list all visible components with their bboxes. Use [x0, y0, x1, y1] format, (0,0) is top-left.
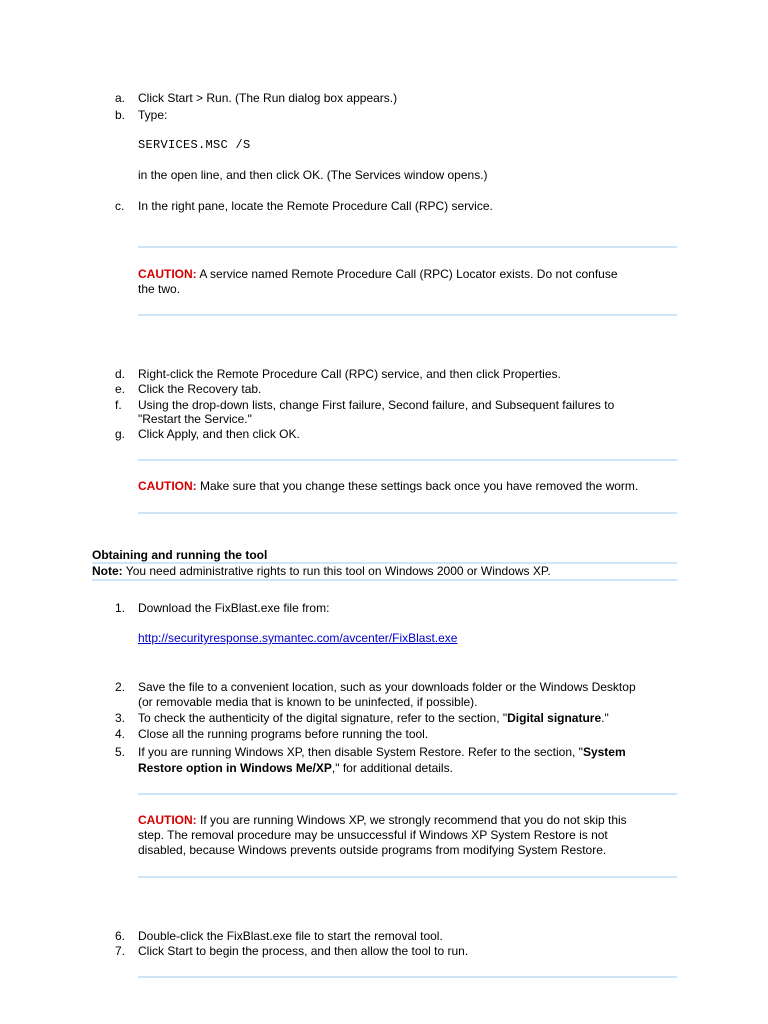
step-text: Type: [138, 108, 168, 122]
note-text: You need administrative rights to run this tool on Windows 2000 or Windows XP. [122, 564, 551, 578]
list-marker: g. [115, 427, 126, 441]
step-text: (or removable media that is known to be uninfected, if possible). [138, 695, 478, 709]
step-text: Click Start to begin the process, and then allow the tool to run. [138, 944, 469, 958]
list-marker: 7. [115, 944, 126, 958]
step-text-part: To check the authenticity of the digital signature, refer to the section, " [138, 711, 508, 725]
divider [138, 459, 677, 461]
caution-text: If you are running Windows XP, we strongly recommend that you do not skip this [196, 813, 627, 827]
list-marker: c. [115, 199, 125, 213]
section-reference: System [582, 745, 626, 759]
divider [138, 876, 677, 878]
step-text: Close all the running programs before running the tool. [138, 727, 429, 741]
caution-text: the two. [138, 282, 181, 296]
list-marker: d. [115, 367, 126, 381]
note [92, 564, 692, 579]
section-reference: Digital signature [507, 711, 602, 725]
step-text [138, 711, 683, 726]
divider [92, 579, 677, 581]
step-text: Click Start > Run. (The Run dialog box appears.) [138, 91, 398, 105]
caution-label: CAUTION: [138, 267, 197, 281]
caution-text: disabled, because Windows prevents outside programs from modifying System Restore. [138, 843, 607, 857]
step-text-part: ," for additional details. [331, 761, 453, 775]
note-label: Note: [92, 564, 123, 578]
list-marker: f. [115, 398, 122, 412]
step-text: "Restart the Service." [138, 412, 252, 426]
step-text [138, 745, 683, 760]
step-text: Save the file to a convenient location, such as your downloads folder or the Windows Desktop [138, 680, 636, 694]
divider [138, 246, 677, 248]
list-marker: 4. [115, 727, 126, 741]
step-text: Download the FixBlast.exe file from: [138, 601, 330, 615]
divider [138, 976, 677, 978]
caution-text: Make sure that you change these settings back once you have removed the worm. [196, 479, 639, 493]
list-marker: a. [115, 91, 126, 105]
section-reference: Restore option in Windows Me/XP [138, 761, 332, 775]
command-text: SERVICES.MSC /S [138, 138, 251, 152]
link-line [138, 631, 683, 646]
step-text: In the right pane, locate the Remote Procedure Call (RPC) service. [138, 199, 493, 213]
list-marker: 6. [115, 929, 126, 943]
step-text: Right-click the Remote Procedure Call (RPC) service, and then click Properties. [138, 367, 561, 381]
step-text: Double-click the FixBlast.exe file to start the removal tool. [138, 929, 443, 943]
caution-text: step. The removal procedure may be unsuccessful if Windows XP System Restore is not [138, 828, 608, 842]
caution-box [138, 267, 683, 282]
caution-text: A service named Remote Procedure Call (RPC) Locator exists. Do not confuse [196, 267, 618, 281]
step-text-part: ." [601, 711, 609, 725]
caution-label: CAUTION: [138, 813, 197, 827]
list-marker: e. [115, 382, 126, 396]
caution-label: CAUTION: [138, 479, 197, 493]
caution-box [138, 479, 683, 494]
list-marker: 3. [115, 711, 126, 725]
section-heading: Obtaining and running the tool [92, 548, 268, 562]
step-text: Click the Recovery tab. [138, 382, 262, 396]
caution-box [138, 813, 683, 828]
list-marker: b. [115, 108, 126, 122]
step-text: Click Apply, and then click OK. [138, 427, 300, 441]
divider [138, 512, 677, 514]
step-text: Using the drop-down lists, change First failure, Second failure, and Subsequent failures to [138, 398, 615, 412]
list-marker: 2. [115, 680, 126, 694]
step-text [138, 761, 683, 776]
download-link[interactable]: http://securityresponse.symantec.com/avcenter/FixBlast.exe [138, 631, 458, 645]
divider [138, 314, 677, 316]
divider [138, 793, 677, 795]
step-text: in the open line, and then click OK. (The Services window opens.) [138, 168, 488, 182]
step-text-part: If you are running Windows XP, then disable System Restore. Refer to the section, " [138, 745, 583, 759]
list-marker: 5. [115, 745, 126, 759]
list-marker: 1. [115, 601, 126, 615]
